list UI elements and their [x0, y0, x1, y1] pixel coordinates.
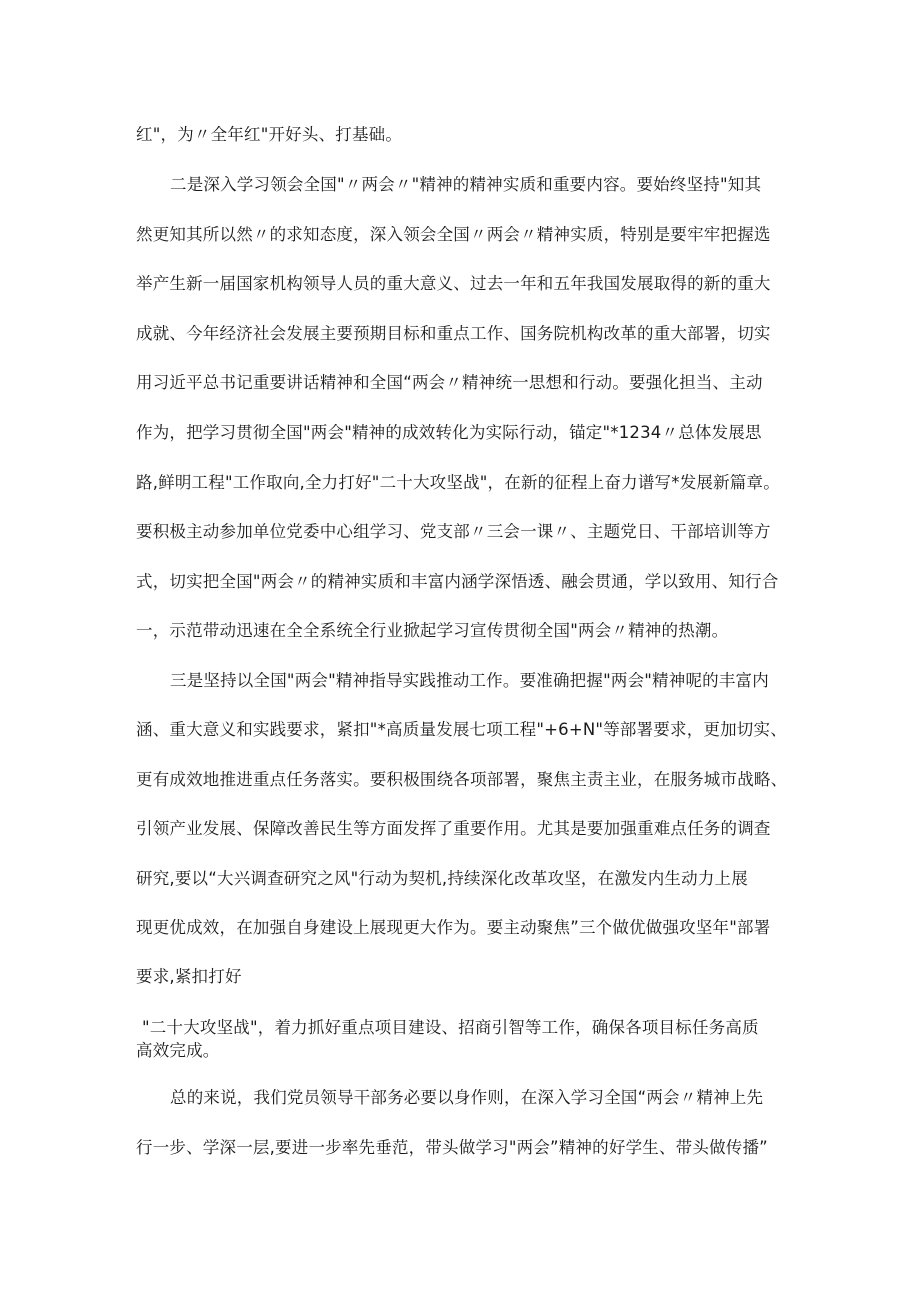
text-line: 行一步、学深一层,要进一步率先垂范，带头做学习"两会”精神的好学生、带头做传播” [136, 1138, 768, 1157]
text-line: 更有成效地推进重点任务落实。要积极围绕各项部署，聚焦主责主业，在服务城市战略、 [136, 770, 788, 789]
text-line: 要积极主动参加单位党委中心组学习、党支部〃三会一课〃、主题党日、干部培训等方 [136, 522, 771, 541]
paragraph-start-line: 总的来说，我们党员领导干部务必要以身作则，在深入学习全国“两会〃精神上先 [170, 1088, 764, 1107]
text-line: 用习近平总书记重要讲话精神和全国“两会〃精神统一思想和行动。要强化担当、主动 [136, 373, 763, 392]
text-line: 一，示范带动迅速在全全系统全行业掀起学习宣传贯彻全国"两会〃精神的热潮。 [136, 621, 729, 640]
text-line: 成就、今年经济社会发展主要预期目标和重点工作、国务院机构改革的重大部署，切实 [136, 324, 771, 343]
text-line: 路,鲜明工程"工作取向,全力打好"二十大攻坚战"，在新的征程上奋力谱写*发展新篇章。 [136, 473, 780, 492]
text-line: 引领产业发展、保障改善民生等方面发挥了重要作用。尤其是要加强重难点任务的调查 [136, 819, 771, 838]
text-line: 涵、重大意义和实践要求，紧扣"*高质量发展七项工程"+6+N"等部署要求，更加切实、 [136, 720, 787, 739]
text-line: 研究,要以“大兴调查研究之风"行动为契机,持续深化改革攻坚，在激发内生动力上展 [136, 869, 748, 888]
text-line: 要求,紧扣打好 [136, 967, 242, 986]
text-line: 作为，把学习贯彻全国"两会"精神的成效转化为实际行动，锚定"*1234〃总体发展思 [136, 423, 762, 442]
paragraph-start-line: 二是深入学习领会全国"〃两会〃"精神的精神实质和重要内容。要始终坚持"知其 [170, 175, 762, 194]
text-line: 现更优成效，在加强自身建设上展现更大作为。要主动聚焦”三个做优做强攻坚年"部署 [136, 918, 771, 937]
text-line: 举产生新一届国家机构领导人员的重大意义、过去一年和五年我国发展取得的新的重大 [136, 274, 771, 293]
text-line: 式，切实把全国"两会〃的精神实质和丰富内涵学深悟透、融会贯通，学以致用、知行合 [136, 572, 779, 591]
paragraph-start-line: 三是坚持以全国"两会"精神指导实践推动工作。要准确把握"两会"精神呢的丰富内 [170, 671, 769, 690]
text-line: 高效完成。 [136, 1041, 220, 1060]
text-line: 红"，为〃全年红"开好头、打基础。 [136, 125, 403, 144]
text-line: "二十大攻坚战"，着力抓好重点项目建设、招商引智等工作，确保各项目标任务高质 [142, 1018, 759, 1037]
text-line: 然更知其所以然〃的求知态度，深入领会全国〃两会〃精神实质，特别是要牢牢把握选 [136, 225, 771, 244]
